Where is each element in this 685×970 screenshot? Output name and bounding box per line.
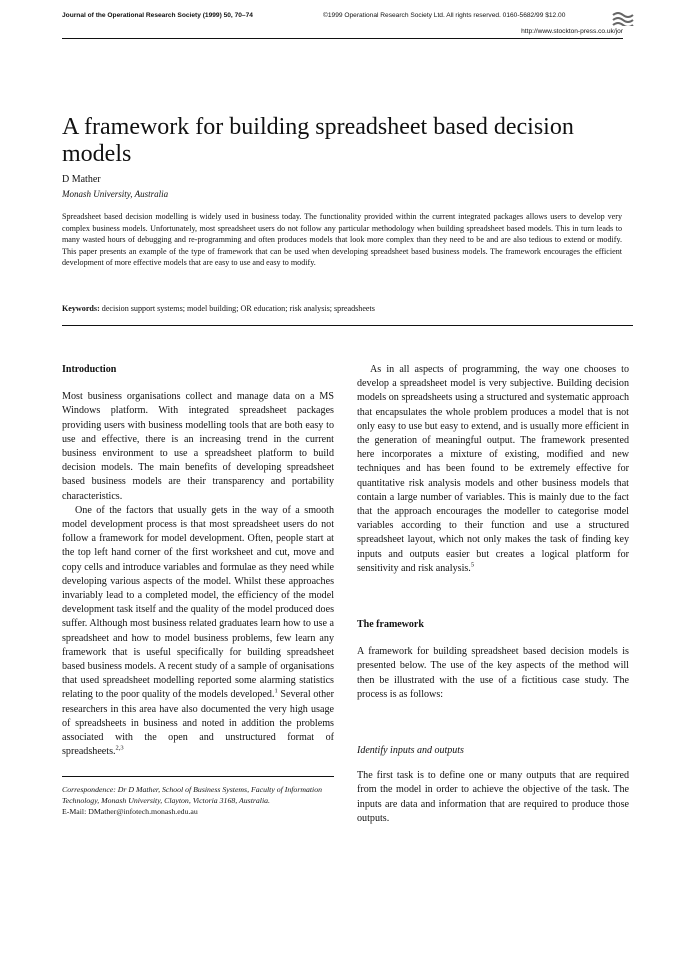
correspondence-address: Correspondence: Dr D Mather, School of Business Systems, Faculty of Information Technology, Monash University, Clayton, Victoria 3168, Australia. xyxy=(62,785,323,805)
author-affiliation: Monash University, Australia xyxy=(62,189,169,199)
journal-url[interactable]: http://www.stockton-press.co.uk/jor xyxy=(521,28,623,35)
journal-citation: Journal of the Operational Research Society (1999) 50, 70–74 xyxy=(62,12,253,19)
intro-paragraph-2 xyxy=(62,504,334,760)
left-column xyxy=(62,363,334,759)
right-column xyxy=(357,363,629,826)
intro-paragraph-2-text-a: One of the factors that usually gets in the way of a smooth model development process is that most spreadsheet users do not follow a framework for model development. Often, people start at the top left hand corner of the first worksheet and cut, move and copy cells and introduce variables and formulae as they need while developing various aspects of the model. Whilst these approaches invariably lead to a completed model, the efficiency of the model development task itself and the quality of the model produced does suffer. Although most business related graduates learn how to use a spreadsheet and how to model business problems, few learn any framework that is useful specifically for building spreadsheet based business models. A recent study of a sample of organisations that used spreadsheet modelling reported some alarming statistics relating to the poor quality of the models developed. xyxy=(62,504,334,701)
author-name: D Mather xyxy=(62,174,101,185)
abstract: Spreadsheet based decision modelling is widely used in business today. The functionality provided within the current integrated packages allows users to develop very complex business models. Unfortunately, most spreadsheet users do not follow any particular methodology when building spreadsheet based models. This in turn leads to many wasted hours of debugging and re-programming and often produces models that look more complex than they need to be and are also tedious to extend or modify. This paper presents an example of the type of framework that can be used when developing spreadsheet based business models. The framework encourages the efficient development of more effective models that are easy to use and easy to modify. xyxy=(62,212,622,268)
correspondence-footnote xyxy=(62,785,334,817)
framework-paragraph: A framework for building spreadsheet based decision models is presented below. The use of the key aspects of the method will then be illustrated with the use of a fictitious case study. The process is as follows: xyxy=(357,646,629,700)
keywords-label: Keywords: xyxy=(62,304,100,313)
citation-ref-1[interactable]: 1 xyxy=(274,688,278,696)
section-heading-introduction: Introduction xyxy=(62,364,117,375)
inputs-outputs-paragraph: The first task is to define one or many outputs that are required from the model in order to achieve the objective of the task. The inputs are data and information that are required to produce those outputs. xyxy=(357,770,629,824)
header-divider xyxy=(62,38,623,39)
right-paragraph-1 xyxy=(357,363,629,576)
keywords xyxy=(62,303,622,315)
abstract-divider xyxy=(62,325,633,326)
citation-ref-5[interactable]: 5 xyxy=(470,561,475,569)
keywords-list: decision support systems; model building; OR education; risk analysis; spreadsheets xyxy=(99,304,375,313)
publisher-wave-logo-icon xyxy=(612,10,634,26)
intro-paragraph-2-text-b: Several other researchers in this area have also documented the very high usage of spreadsheets in business and noted in addition the problems associated with the open and unstructured format of spreadsheets. xyxy=(62,689,334,758)
subsection-heading-inputs-outputs: Identify inputs and outputs xyxy=(357,745,464,757)
section-heading-framework: The framework xyxy=(357,619,424,631)
right-paragraph-1-text: As in all aspects of programming, the way one chooses to develop a spreadsheet model is very subjective. Building decision models on spreadsheets using a structured and systematic approach that encapsulates the whole problem produces a model that is not only easy to use but easy to extend, and is usually more efficient in the generation of meaningful output. The framework presented here incorporates a mixture of existing, modified and new techniques and has been found to be extremely effective for quantitative risk analysis models and other business models that contain a large number of variables. This is mainly due to the fact that the approach encourages the modeller to categorise model variables according to their function and use a structured spreadsheet layout, which not only makes the task of finding key inputs and outputs easier but creates a logical platform for sensitivity and risk analysis. xyxy=(357,364,629,574)
citation-ref-2-3[interactable]: 2,3 xyxy=(115,744,124,752)
paper-title: A framework for building spreadsheet based decision models xyxy=(62,114,574,167)
correspondence-email[interactable]: E-Mail: DMather@infotech.monash.edu.au xyxy=(62,806,198,816)
intro-paragraph-1: Most business organisations collect and manage data on a MS Windows platform. With integrated spreadsheet packages providing users with business modelling tools that are both easy to use and effective, there is an increasing trend in the current business environment to use a spreadsheet platform to build decision models. The main benefits of developing spreadsheet based business models are their transparency and portability characteristics. xyxy=(62,391,334,502)
copyright-line: ©1999 Operational Research Society Ltd. All rights reserved. 0160-5682/99 $12.00 xyxy=(323,12,566,19)
footnote-divider xyxy=(62,776,334,777)
